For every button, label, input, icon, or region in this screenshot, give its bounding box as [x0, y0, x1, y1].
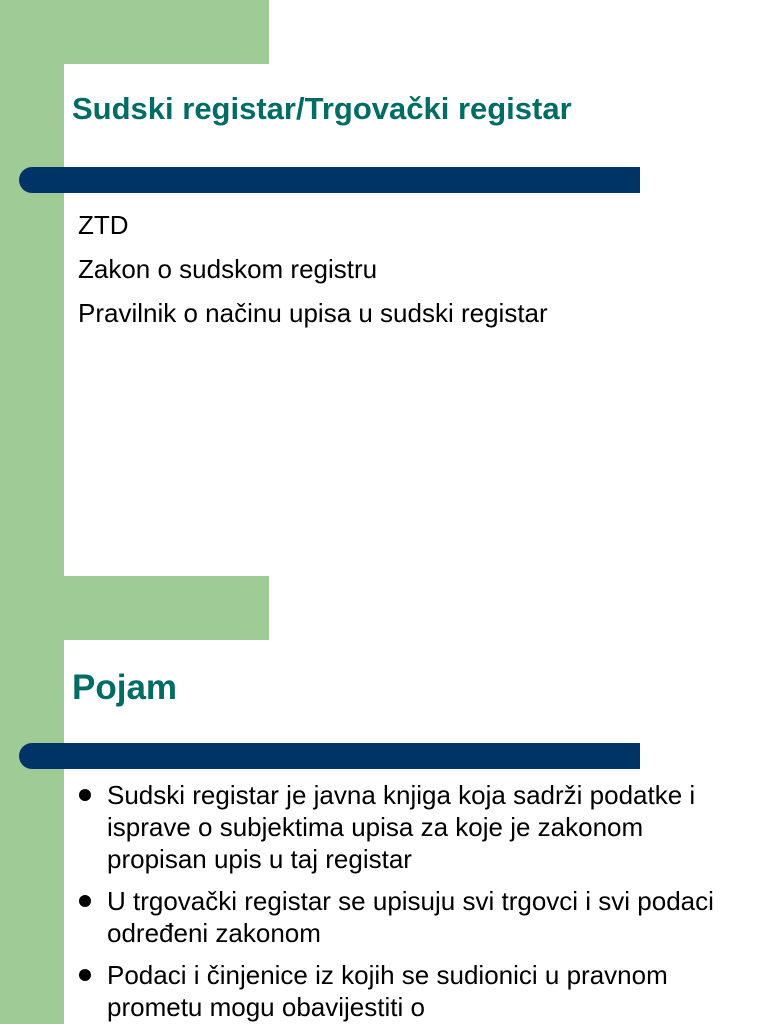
green-side-band [0, 576, 64, 1024]
bullet-icon [79, 895, 91, 907]
legal-sources-list [78, 203, 548, 335]
bullet-item [76, 779, 716, 875]
green-side-band [0, 0, 64, 576]
green-top-band [0, 0, 269, 64]
green-top-band [0, 576, 269, 640]
title-rule [19, 743, 640, 769]
bullet-icon [79, 789, 91, 801]
bullet-item [76, 959, 716, 1023]
bullet-text: U trgovački registar se upisuju svi trgovci i svi podaci određeni zakonom [107, 886, 714, 948]
title-rule [19, 167, 640, 193]
list-item: Pravilnik o načinu upisa u sudski registar [78, 298, 548, 328]
list-item: Zakon o sudskom registru [78, 254, 378, 284]
list-item: ZTD [78, 210, 129, 240]
slide-2 [0, 576, 768, 1024]
definition-list [76, 779, 716, 1024]
bullet-text: Sudski registar je javna knjiga koja sadrži podatke i isprave o subjektima upisa za koje je zakonom propisan upis u taj registar [107, 780, 696, 874]
slide-title: Pojam [72, 668, 178, 707]
bullet-icon [79, 969, 91, 981]
bullet-item [76, 885, 716, 949]
slide-title: Sudski registar/Trgovački registar [72, 91, 572, 126]
bullet-text: Podaci i činjenice iz kojih se sudionici u pravnom prometu mogu obavijestiti o [107, 960, 668, 1022]
